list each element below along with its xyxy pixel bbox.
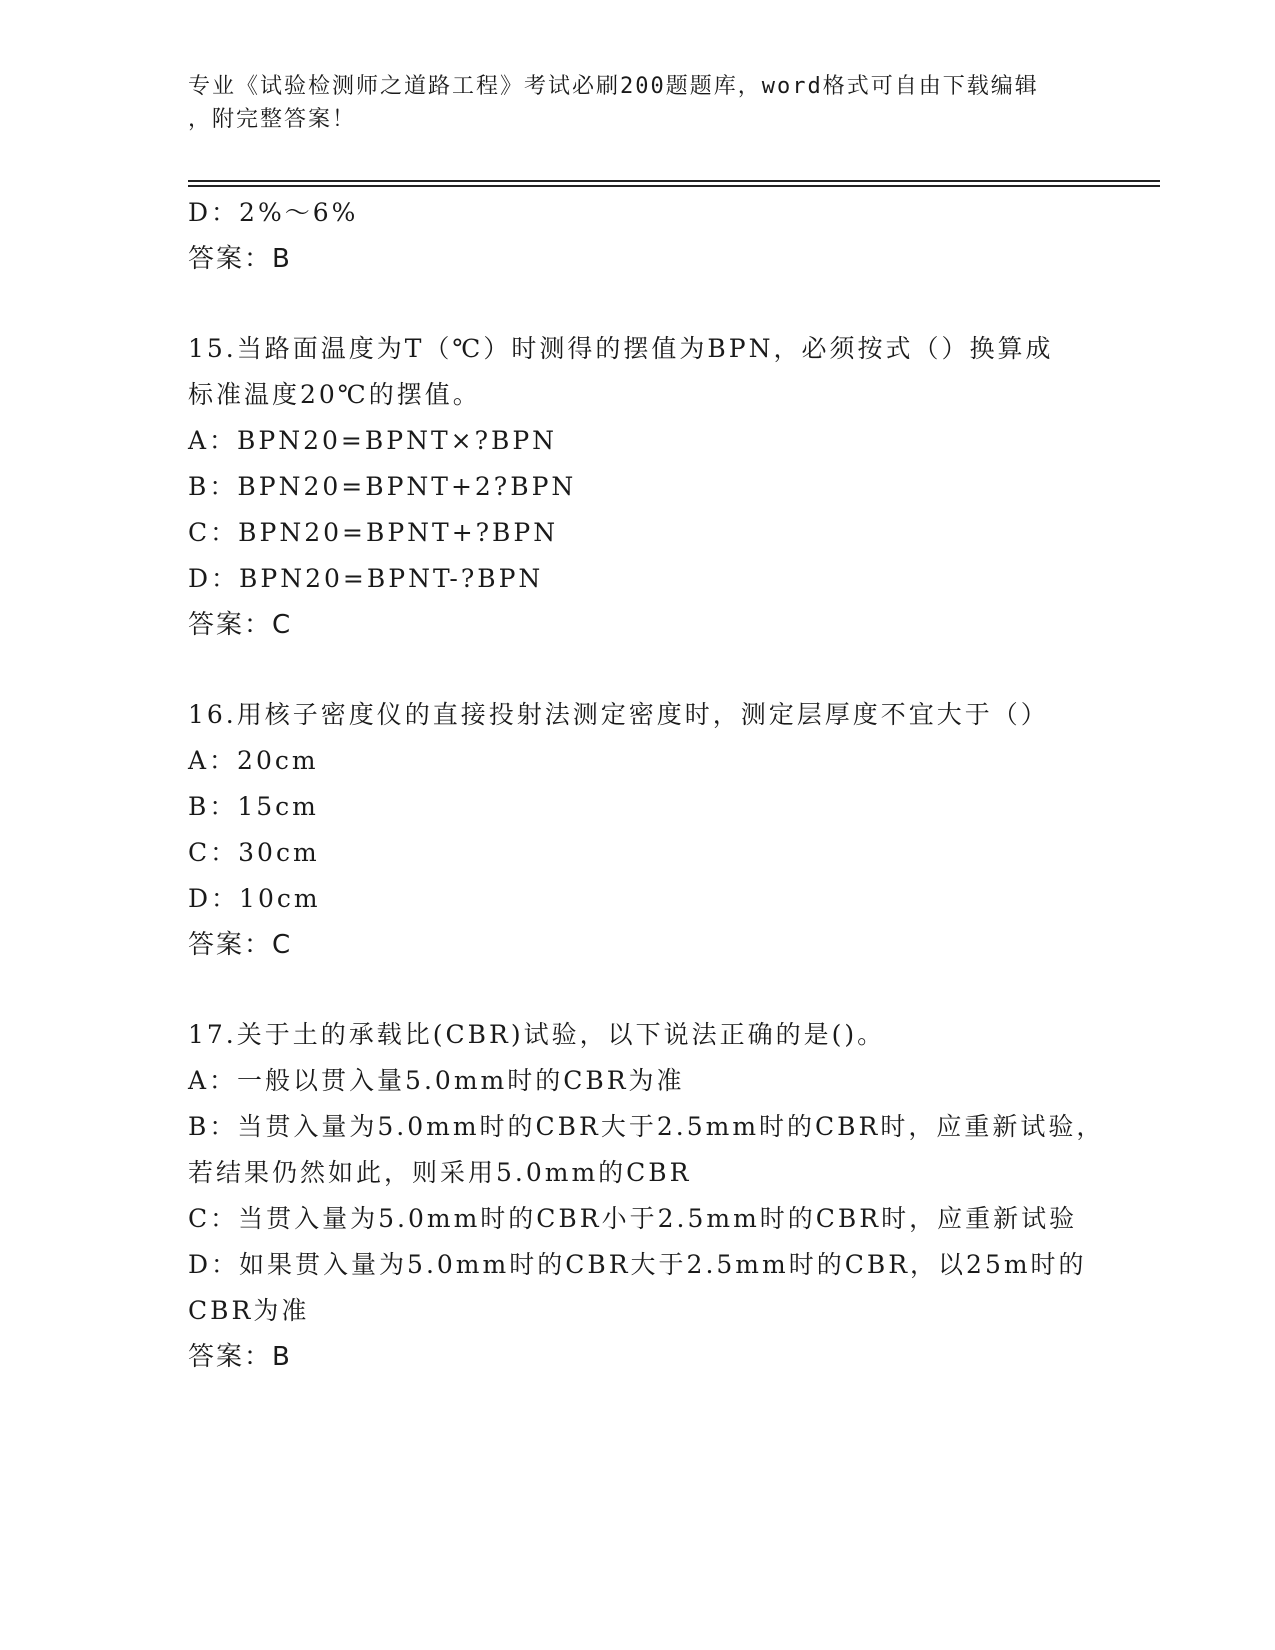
prev-question-option-d: D：2%～6% [188,198,359,227]
option-b: B：15cm [188,792,319,821]
prev-question-answer: 答案：B [188,244,292,274]
answer-label: 答案：C [188,610,293,640]
option-c: C：当贯入量为5.0mm时的CBR小于2.5mm时的CBR时，应重新试验 [188,1204,1078,1233]
question-stem-line: 16.用核子密度仪的直接投射法测定密度时，测定层厚度不宜大于（） [188,700,1049,729]
option-d: D：BPN20=BPNT-?BPN [188,564,544,593]
question-stem-line: 15.当路面温度为T（℃）时测得的摆值为BPN，必须按式（）换算成 [188,334,1054,363]
answer-label: 答案：C [188,930,293,960]
option-b: B：当贯入量为5.0mm时的CBR大于2.5mm时的CBR时，应重新试验， [188,1112,1105,1141]
question-15 [188,326,1088,648]
document-header [188,70,1088,136]
option-b-continued: 若结果仍然如此，则采用5.0mm的CBR [188,1158,692,1187]
option-d-continued: CBR为准 [188,1296,310,1325]
header-title-line2: ，附完整答案！ [188,107,357,132]
option-a: A：一般以贯入量5.0mm时的CBR为准 [188,1066,685,1095]
option-a: A：20cm [188,746,319,775]
option-d: D：如果贯入量为5.0mm时的CBR大于2.5mm时的CBR，以25m时的 [188,1250,1087,1279]
option-a: A：BPN20=BPNT×?BPN [188,426,558,455]
option-c: C：BPN20=BPNT+?BPN [188,518,559,547]
option-c: C：30cm [188,838,320,867]
question-body [188,190,1105,1380]
option-d: D：10cm [188,884,321,913]
question-16 [188,692,1088,968]
header-divider-top [188,180,1160,182]
header-divider-bottom [188,185,1160,187]
option-b: B：BPN20=BPNT+2?BPN [188,472,577,501]
answer-label: 答案：B [188,1342,292,1372]
question-stem-line: 17.关于土的承载比(CBR)试验，以下说法正确的是()。 [188,1020,886,1049]
header-title-line1: 专业《试验检测师之道路工程》考试必刷200题题库，word格式可自由下载编辑 [188,74,1039,99]
question-17 [188,1012,1105,1380]
question-stem-line: 标准温度20℃的摆值。 [188,380,481,409]
